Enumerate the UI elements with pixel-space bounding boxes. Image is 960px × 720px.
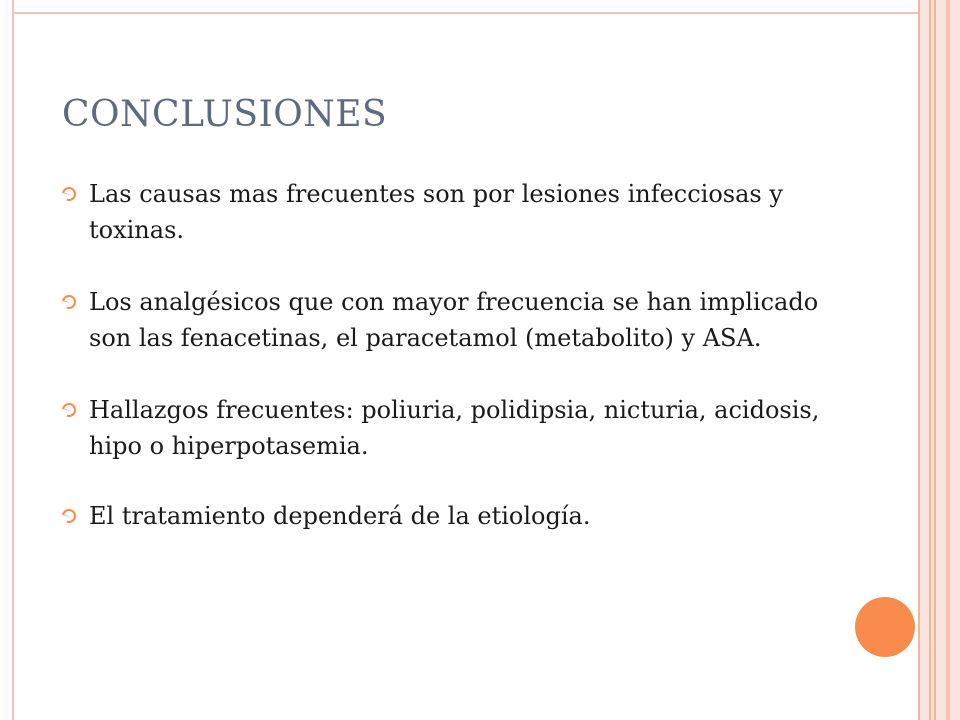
frame-left-border (12, 0, 14, 720)
bullet-text: Los analgésicos que con mayor frecuencia se han implicado son las fenacetinas, el paracetamol (metabolito) y ASA. (89, 288, 819, 352)
list-item (62, 498, 842, 534)
list-item (62, 176, 842, 248)
orange-circle-decoration (855, 597, 915, 657)
frame-top-border (12, 12, 918, 14)
decorative-stripe (936, 0, 946, 720)
list-item (62, 392, 842, 464)
decorative-stripe (920, 0, 929, 720)
decorative-stripe (950, 0, 960, 720)
bullet-text: Las causas mas frecuentes son por lesiones infecciosas y toxinas. (89, 180, 783, 244)
slide-title: CONCLUSIONES (62, 94, 388, 135)
bullet-list (62, 176, 842, 570)
bullet-icon (62, 187, 76, 201)
bullet-icon (62, 295, 76, 309)
list-item (62, 284, 842, 356)
bullet-text: El tratamiento dependerá de la etiología. (89, 502, 591, 530)
bullet-text: Hallazgos frecuentes: poliuria, polidipsia, nicturia, acidosis, hipo o hiperpotasemia. (89, 396, 820, 460)
bullet-icon (62, 509, 76, 523)
bullet-icon (62, 403, 76, 417)
